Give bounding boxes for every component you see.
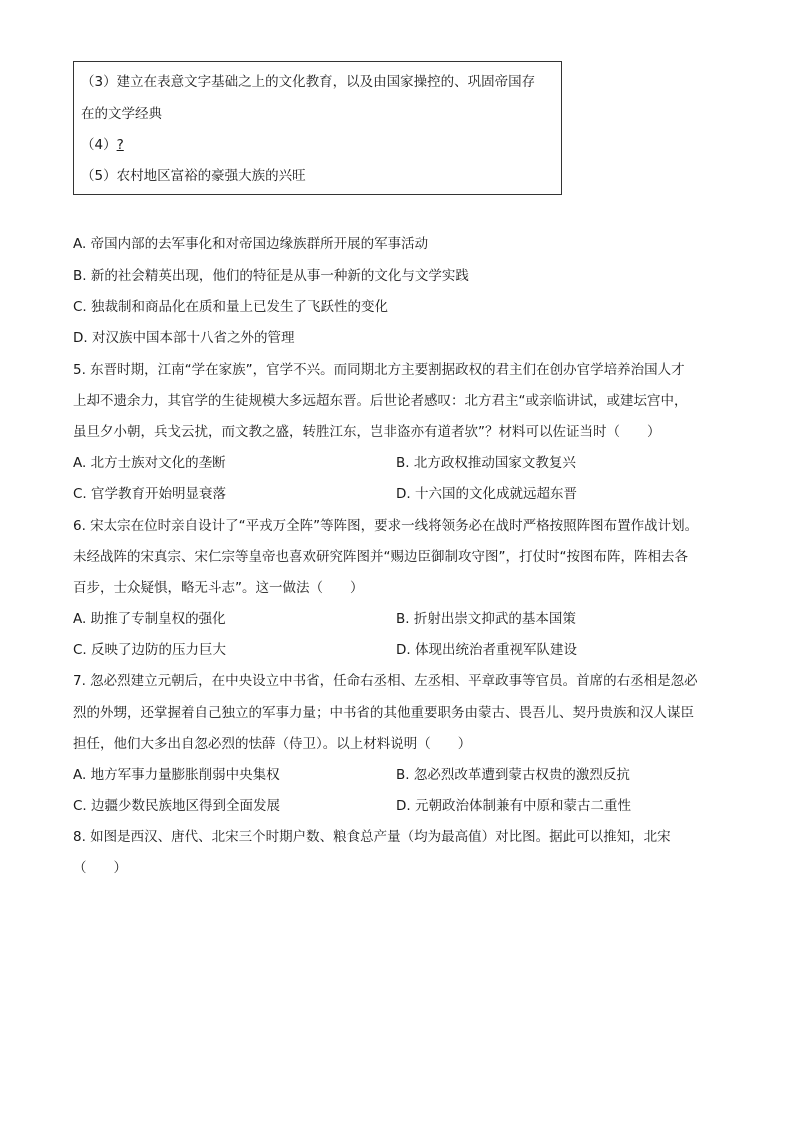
q5-option-a: A. 北方士族对文化的垄断 xyxy=(73,455,226,471)
q8-stem-line: （ ） xyxy=(73,860,127,876)
q7-stem-line: 担任，他们大多出自忽必烈的怯薛（侍卫）。以上材料说明（ ） xyxy=(73,736,472,752)
q6-stem-line: 未经战阵的宋真宗、宋仁宗等皇帝也喜欢研究阵图并“赐边臣御制攻守图”，打仗时“按图布阵，阵相去各 xyxy=(73,549,688,565)
q5-stem-line: 5. 东晋时期，江南“学在家族”，官学不兴。而同期北方主要割据政权的君主们在创办官学培养治国人才 xyxy=(73,362,685,378)
box-line-4-prefix: （4） xyxy=(81,137,117,153)
question-mark-blank: ? xyxy=(116,137,124,153)
q6-option-c: C. 反映了边防的压力巨大 xyxy=(73,642,227,658)
q5-option-c: C. 官学教育开始明显衰落 xyxy=(73,486,227,502)
q6-option-b: B. 折射出崇文抑武的基本国策 xyxy=(396,611,576,627)
q4-option-c: C. 独裁制和商品化在质和量上已发生了飞跃性的变化 xyxy=(73,299,389,315)
q7-option-c: C. 边疆少数民族地区得到全面发展 xyxy=(73,798,281,814)
q4-option-a: A. 帝国内部的去军事化和对帝国边缘族群所开展的军事活动 xyxy=(73,236,429,252)
q7-stem-line: 7. 忽必烈建立元朝后，在中央设立中书省，任命右丞相、左丞相、平章政事等官员。首席的右丞相是忽必 xyxy=(73,673,698,689)
q7-option-d: D. 元朝政治体制兼有中原和蒙古二重性 xyxy=(396,798,631,814)
q5-stem-line: 虽旦夕小朝，兵戈云扰，而文教之盛，转胜江东，岂非盗亦有道者欤”？材料可以佐证当时（ ） xyxy=(73,424,661,440)
q6-stem-line: 6. 宋太宗在位时亲自设计了“平戎万全阵”等阵图，要求一线将领务必在战时严格按照阵图布置作战计划。 xyxy=(73,518,699,534)
q7-option-b: B. 忽必烈改革遭到蒙古权贵的激烈反抗 xyxy=(396,767,630,783)
q8-stem-line: 8. 如图是西汉、唐代、北宋三个时期户数、粮食总产量（均为最高值）对比图。据此可以推知，北宋 xyxy=(73,829,671,845)
q5-option-d: D. 十六国的文化成就远超东晋 xyxy=(396,486,577,502)
q7-stem-line: 烈的外甥，还掌握着自己独立的军事力量；中书省的其他重要职务由蒙古、畏吾儿、契丹贵族和汉人谋臣 xyxy=(73,705,694,721)
box-line-4 xyxy=(81,135,124,155)
box-line-5: （5）农村地区富裕的豪强大族的兴旺 xyxy=(81,168,306,184)
box-line-3: （3）建立在表意文字基础之上的文化教育，以及由国家操控的、巩固帝国存 xyxy=(81,74,536,90)
q5-stem-line: 上却不遗余力，其官学的生徒规模大多远超东晋。后世论者感叹：北方君主“或亲临讲试，或建坛宫中， xyxy=(73,393,688,409)
q4-option-d: D. 对汉族中国本部十八省之外的管理 xyxy=(73,330,295,346)
q5-option-b: B. 北方政权推动国家文教复兴 xyxy=(396,455,576,471)
q7-option-a: A. 地方军事力量膨胀削弱中央集权 xyxy=(73,767,280,783)
q6-option-d: D. 体现出统治者重视军队建设 xyxy=(396,642,577,658)
q6-option-a: A. 助推了专制皇权的强化 xyxy=(73,611,226,627)
box-line-3-cont: 在的文学经典 xyxy=(81,106,162,122)
q4-option-b: B. 新的社会精英出现，他们的特征是从事一种新的文化与文学实践 xyxy=(73,268,469,284)
q6-stem-line: 百步，士众疑惧，略无斗志”。这一做法（ ） xyxy=(73,580,364,596)
